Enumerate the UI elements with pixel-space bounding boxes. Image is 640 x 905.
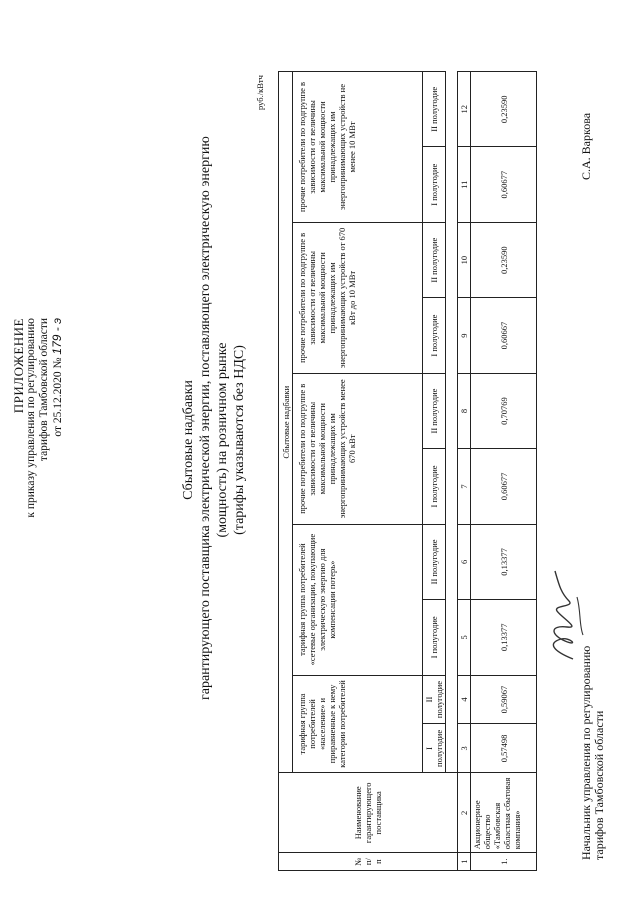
half-header: II полугодие — [423, 222, 446, 297]
appendix-title: ПРИЛОЖЕНИЕ — [11, 318, 26, 414]
col-number: 12 — [458, 72, 471, 148]
supplier-name: Акционерное общество «Тамбовская областная сбытовая компания» — [471, 773, 537, 853]
half-header: I полугодие — [423, 600, 446, 675]
col-number: 7 — [458, 449, 471, 524]
table-row — [471, 72, 537, 871]
group-header: Сбытовые надбавки — [279, 72, 293, 773]
unit-label: руб./кВтч — [255, 75, 265, 110]
appendix-block — [12, 318, 65, 518]
half-header: I полугодие — [423, 724, 446, 773]
group-population: тарифная группа потребителей «население» и приравненные к нему категории потребителей — [293, 675, 423, 773]
row-number: 1. — [471, 853, 537, 871]
col-number: 10 — [458, 222, 471, 297]
appendix-line-3: тарифов Тамбовской области — [38, 318, 50, 462]
title-line-2: гарантирующего поставщика электрической энергии, поставляющего электрическую энергию — [198, 136, 213, 700]
col-number: 8 — [458, 373, 471, 448]
value-cell: 0,60677 — [471, 449, 537, 524]
col-number: 2 — [458, 773, 471, 853]
half-header: I полугодие — [423, 449, 446, 524]
value-cell: 0,70769 — [471, 373, 537, 448]
col-num-header: № п/п — [279, 853, 458, 871]
group-670-10mw: прочие потребители по подгруппе в зависимости от величины максимальной мощности принадлежащих им энергопринимающих устройств от 670 кВт до 10 МВт — [293, 222, 423, 373]
value-cell: 0,23590 — [471, 222, 537, 297]
title-block — [180, 136, 248, 700]
value-cell: 0,23590 — [471, 72, 537, 148]
title-line-3: (мощность) на розничном рынке — [215, 342, 230, 538]
half-header: I полугодие — [423, 298, 446, 373]
value-cell: 0,59067 — [471, 675, 537, 724]
half-header: II полугодие — [423, 72, 446, 148]
col-number: 5 — [458, 600, 471, 675]
value-cell: 0,60667 — [471, 298, 537, 373]
appendix-date: от 25.12.2020 № — [52, 357, 64, 437]
half-header: II полугодие — [423, 675, 446, 724]
value-cell: 0,60677 — [471, 147, 537, 222]
col-number: 1 — [458, 853, 471, 871]
col-name-header: Наименование гарантирующего поставщика — [279, 773, 458, 853]
value-cell: 0,13377 — [471, 524, 537, 599]
col-number: 11 — [458, 147, 471, 222]
position-line-1: Начальник управления по регулированию — [579, 645, 593, 860]
col-number: 6 — [458, 524, 471, 599]
title-line-1: Сбытовые надбавки — [181, 380, 196, 500]
signatory-position — [580, 646, 606, 860]
order-number: 179 - э — [50, 318, 64, 355]
value-cell: 0,57498 — [471, 724, 537, 773]
position-line-2: тарифов Тамбовской области — [592, 710, 606, 860]
half-header: I полугодие — [423, 147, 446, 222]
title-line-4: (тарифы указываются без НДС) — [232, 345, 247, 535]
group-network: тарифная группа потребителей «сетевые организации, покупающие электрическую энергию для компенсации потерь» — [293, 524, 423, 675]
signatory-name: С.А. Варкова — [579, 112, 593, 180]
half-header: II полугодие — [423, 524, 446, 599]
col-number: 3 — [458, 724, 471, 773]
appendix-line-4 — [51, 318, 65, 518]
col-number: 4 — [458, 675, 471, 724]
group-under-670: прочие потребители по подгруппе в зависимости от величины максимальной мощности принадлежащих им энергопринимающих устройств менее 670 кВт — [293, 373, 423, 524]
handwritten-signature — [535, 565, 595, 665]
appendix-line-2: к приказу управления по регулированию — [25, 318, 37, 518]
col-number: 9 — [458, 298, 471, 373]
tariff-table — [278, 71, 537, 871]
group-over-10mw: прочие потребители по подгруппе в зависимости от величины максимальной мощности принадлежащих им энергопринимающих устройств не менее 10 МВт — [293, 72, 423, 223]
value-cell: 0,13377 — [471, 600, 537, 675]
half-header: II полугодие — [423, 373, 446, 448]
